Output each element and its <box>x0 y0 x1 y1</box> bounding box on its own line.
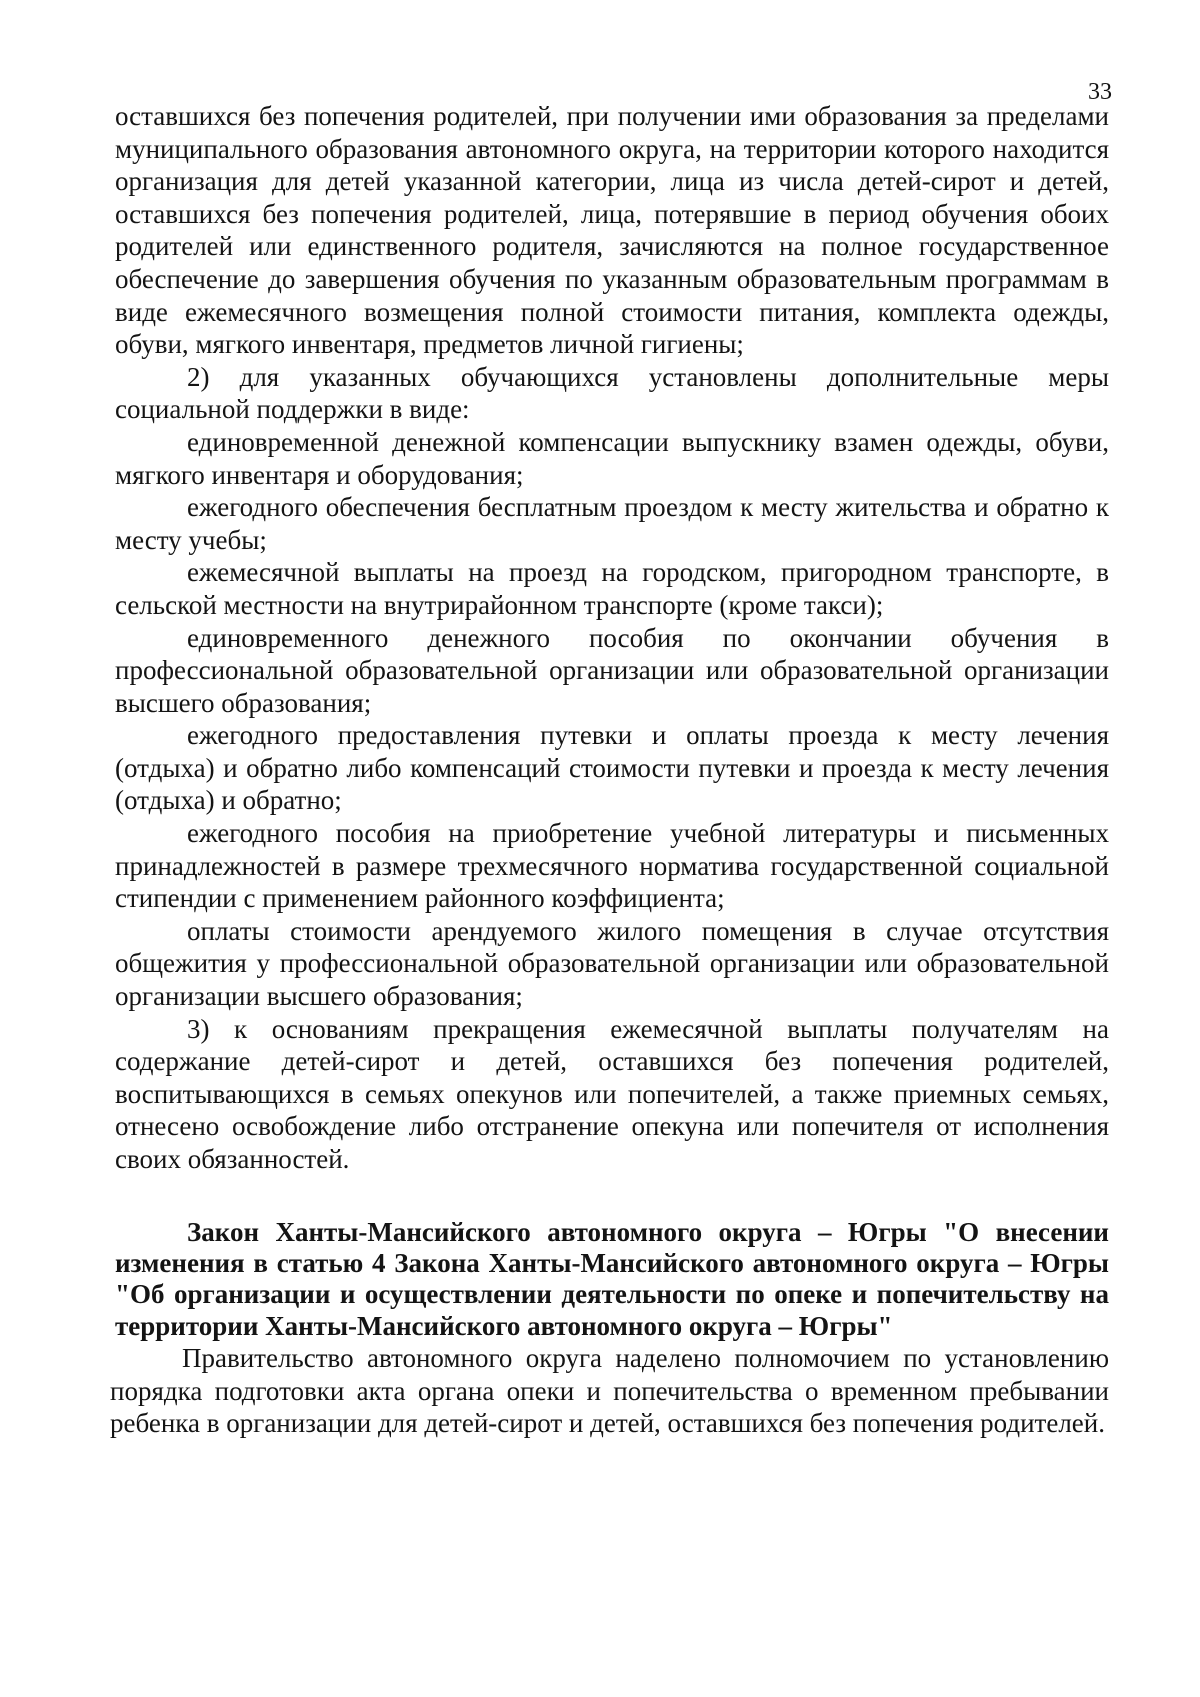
section-paragraph: Правительство автономного округа наделено полномочием по установлению порядка подготовки акта органа опеки и попечительства о временном пребывании ребенка в организации для детей-сирот и детей, оставшихся без попечения родителей. <box>110 1343 1109 1439</box>
page-number: 33 <box>1088 79 1112 105</box>
document-body <box>110 100 1109 1440</box>
section-heading: Закон Ханты-Мансийского автономного округа – Югры "О внесении изменения в статью 4 Закона Ханты-Мансийского автономного округа – Югры "Об организации и осуществлении деятельности по опеке и попечительству на территории Ханты-Мансийского автономного округа – Югры" <box>115 1216 1109 1341</box>
paragraph-treatment-voucher: ежегодного предоставления путевки и оплаты проезда к месту лечения (отдыха) и обратно либо компенсаций стоимости путевки и проезда к месту лечения (отдыха) и обратно; <box>115 720 1109 816</box>
paragraph-item-2: 2) для указанных обучающихся установлены дополнительные меры социальной поддержки в виде: <box>115 361 1109 425</box>
paragraph-continuation: оставшихся без попечения родителей, при получении ими образования за пределами муниципального образования автономного округа, на территории которого находится организация для детей указанной категории, лица из числа детей-сирот и детей, оставшихся без попечения родителей, лица, потерявшие в период обучения обоих родителей или единственного родителя, зачисляются на полное государственное обеспечение до завершения обучения по указанным образовательным программам в виде ежемесячного возмещения полной стоимости питания, комплекта одежды, обуви, мягкого инвентаря, предметов личной гигиены; <box>115 101 1109 360</box>
paragraph-literature-allowance: ежегодного пособия на приобретение учебной литературы и письменных принадлежностей в размере трехмесячного норматива государственной социальной стипендии с применением районного коэффициента; <box>115 818 1109 914</box>
paragraph-graduation-allowance: единовременного денежного пособия по окончании обучения в профессиональной образовательной организации или образовательной организации высшего образования; <box>115 622 1109 718</box>
paragraph-monthly-transport: ежемесячной выплаты на проезд на городском, пригородном транспорте, в сельской местности на внутрирайонном транспорте (кроме такси); <box>115 557 1109 620</box>
paragraph-rent-payment: оплаты стоимости арендуемого жилого помещения в случае отсутствия общежития у профессиональной образовательной организации или образовательной организации высшего образования; <box>115 915 1109 1012</box>
paragraph-item-3: 3) к основаниям прекращения ежемесячной выплаты получателям на содержание детей-сирот и детей, оставшихся без попечения родителей, воспитывающихся в семьях опекунов или попечителей, а также приемных семьях, отнесено освобождение либо отстранение опекуна или попечителя от исполнения своих обязанностей. <box>115 1013 1109 1174</box>
paragraph-compensation-clothing: единовременной денежной компенсации выпускнику взамен одежды, обуви, мягкого инвентаря и оборудования; <box>115 426 1109 490</box>
paragraph-free-travel: ежегодного обеспечения бесплатным проездом к месту жительства и обратно к месту учебы; <box>115 492 1109 555</box>
